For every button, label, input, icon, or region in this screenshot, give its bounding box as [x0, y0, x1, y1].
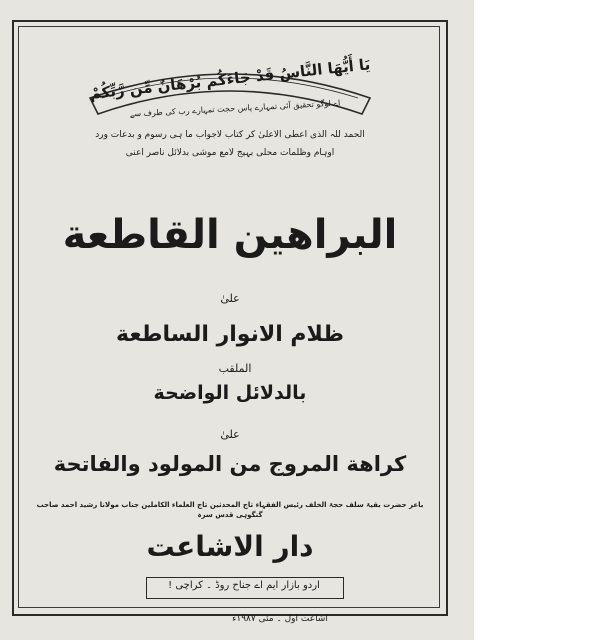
ala-word-2: علیٰ: [220, 428, 240, 441]
verse-text: يَا أَيُّهَا النَّاسُ قَدْ جَاءَكُم بُرْهَانٌ مِّن رَّبِّكُمْ: [88, 55, 372, 103]
publisher-name: دار الاشاعت: [146, 530, 314, 563]
verse-translation: اے لوگو تحقیق آئی تمہارے پاس حجت تمہارے رب کی طرف سے: [129, 98, 341, 119]
subtitle-3: کراهة المروج من المولود والفاتحة: [53, 452, 407, 476]
almulaqqab-word: الملقب: [218, 362, 252, 375]
subtitle-2: بالدلائل الواضحة: [153, 382, 307, 404]
edition-line: اشاعت اول ۔ مئی ۱۹۸۷ء: [232, 614, 328, 624]
author-line: باعر حضرت بقیۃ سلف حجۃ الخلف رئیس الفقہاء تاج المحدثین تاج العلماء الکاملین جناب مولانا رشید احمد صاحب گنگوہی قدس سرہ: [36, 501, 424, 519]
ala-word-1: علیٰ: [220, 292, 240, 305]
praise-line-2: اوہام وظلمات محلی بہیج لامع موشی بدلائل ناصر اعنی: [125, 148, 335, 158]
praise-line-1: الحمد للہ الذی اعطی الاعلیٰ کر کتاب لاجواب ما ہی رسوم و بدعات ورد: [95, 130, 365, 140]
subtitle-1: ظلام الانوار الساطعة: [116, 322, 344, 347]
blank-margin: [474, 0, 607, 640]
main-title: البراهين القاطعة: [62, 212, 398, 258]
publisher-address: اردو بازار ایم اے جناح روڈ ۔ کراچی !: [168, 580, 320, 591]
